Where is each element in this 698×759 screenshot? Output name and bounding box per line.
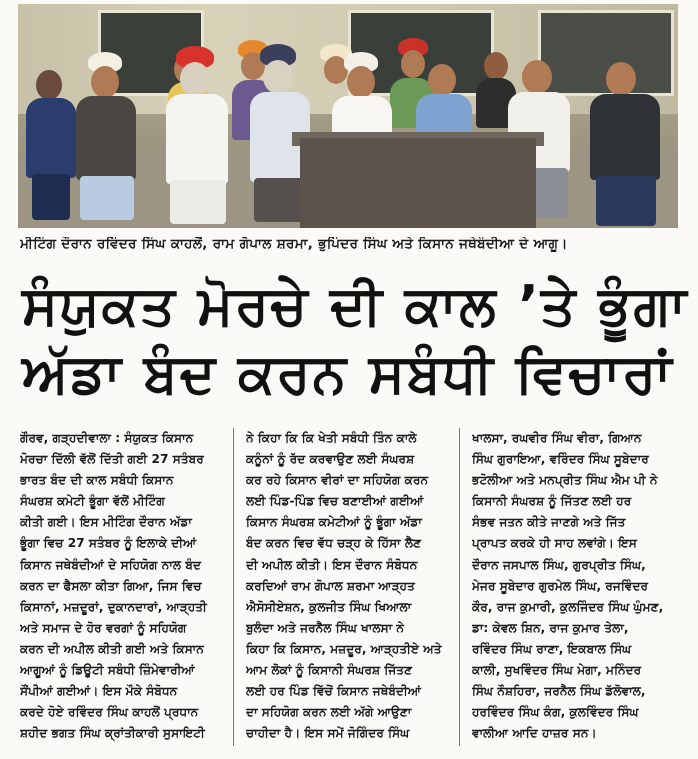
- headline-line-1: ਸੰਯੁਕਤ ਮੋਰਚੇ ਦੀ ਕਾਲ ’ਤੇ ਭੂੰਗਾ: [22, 274, 689, 337]
- article-line: ਭੂੰਗਾ ਵਿਚ 27 ਸਤੰਬਰ ਨੂੰ ਇਲਾਕੇ ਦੀਆਂ: [20, 536, 197, 551]
- column-divider: [233, 428, 234, 746]
- article-column-3: [472, 428, 672, 756]
- article-line: ਲਈ ਪਿੰਡ-ਪਿੰਡ ਵਿਚ ਬਣਾਈਆਂ ਗਈਆਂ: [246, 494, 424, 509]
- article-line: ਕਾਲੀ, ਸੁਖਵਿੰਦਰ ਸਿੰਘ ਮੇਗਾ, ਮਨਿੰਦਰ: [472, 663, 642, 678]
- article-column-1: [20, 428, 220, 756]
- article-line: ਕਿਸਾਨੀ ਸੰਘਰਸ਼ ਨੂੰ ਜਿੱਤਣ ਲਈ ਹਰ: [472, 494, 632, 509]
- article-line: ਆਗੂਆਂ ਨੂੰ ਡਿਊਟੀ ਸਬੰਧੀ ਜ਼ਿੰਮੇਵਾਰੀਆਂ: [20, 663, 195, 678]
- article-line: ਖਾਲਸਾ, ਰਘਵੀਰ ਸਿੰਘ ਵੀਰਾ, ਗਿਆਨ: [472, 431, 642, 445]
- article-line: ਰਵਿੰਦਰ ਸਿੰਘ ਰਾਣਾ, ਇਕਬਾਲ ਸਿੰਘ: [472, 641, 632, 656]
- article-line: ਸਿੰਘ ਨੌਸ਼ਹਿਰਾ, ਜਰਨੈਲ ਸਿੰਘ ਡੱਲੋਵਾਲ,: [472, 684, 646, 699]
- article-line: ਕੌਰ, ਰਾਜ ਕੁਮਾਰੀ, ਕੁਲਜਿੰਦਰ ਸਿੰਘ ਘੁੰਮਣ,: [472, 599, 664, 614]
- article-line: ਪ੍ਰਾਪਤ ਕਰਕੇ ਹੀ ਸਾਹ ਲਵਾਂਗੇ। ਇਸ: [472, 536, 637, 551]
- article-line: ਸੰਭਵ ਜਤਨ ਕੀਤੇ ਜਾਣਗੇ ਅਤੇ ਜਿੱਤ: [472, 515, 626, 530]
- article-line: ਕਿਹਾ ਕਿ ਕਿਸਾਨ, ਮਜ਼ਦੂਰ, ਆੜ੍ਹਤੀਏ ਅਤੇ: [246, 641, 442, 656]
- article-line: ਡਾ: ਕੇਵਲ ਸ਼ਿਨ, ਰਾਜ ਕੁਮਾਰ ਤੇਲਾ,: [472, 620, 629, 635]
- article-line: ਸੌਂਪੀਆਂ ਗਈਆਂ। ਇਸ ਮੌਕੇ ਸੰਬੋਧਨ: [20, 684, 178, 699]
- article-line: ਭਾਰਤ ਬੰਦ ਦੀ ਕਾਲ ਸਬੰਧੀ ਕਿਸਾਨ: [20, 473, 174, 488]
- article-line: ਲਈ ਹਰ ਪਿੰਡ ਵਿੱਚੋਂ ਕਿਸਾਨ ਜਥੇਬੰਦੀਆਂ: [246, 684, 422, 699]
- article-line: ਗੌਰਵ, ਗੜ੍ਹਦੀਵਾਲਾ : ਸੰਯੁਕਤ ਕਿਸਾਨ: [20, 431, 194, 445]
- article-line: ਹਰਵਿੰਦਰ ਸਿੰਘ ਕੰਗ, ਕੁਲਵਿੰਦਰ ਸਿੰਘ: [472, 705, 639, 720]
- article-line: ਕਰਦੇ ਹੋਏ ਰਵਿੰਦਰ ਸਿੰਘ ਕਾਹਲੋਂ ਪ੍ਰਧਾਨ: [20, 705, 199, 720]
- article-line: ਕੀਤੀ ਗਈ। ਇਸ ਮੀਟਿੰਗ ਦੌਰਾਨ ਅੱਡਾ: [20, 515, 192, 530]
- article-line: ਕਨੂੰਨਾਂ ਨੂੰ ਰੱਦ ਕਰਵਾਉਣ ਲਈ ਸੰਘਰਸ਼: [246, 452, 415, 467]
- photo-table-base: [300, 138, 536, 228]
- article-line: ਚਾਹੀਦਾ ਹੈ। ਇਸ ਸਮੇਂ ਜੋਗਿੰਦਰ ਸਿੰਘ: [246, 726, 410, 741]
- article-line: ਕਿਸਾਨ ਸੰਘਰਸ਼ ਕਮੇਟੀਆਂ ਨੂੰ ਭੂੰਗਾ ਅੱਡਾ: [246, 515, 422, 530]
- article-line: ਸੰਘਰਸ਼ ਕਮੇਟੀ ਭੂੰਗਾ ਵੱਲੋਂ ਮੀਟਿੰਗ: [20, 494, 165, 509]
- article-line: ਐਸੋਸੀਏਸ਼ਨ, ਕੁਲਜੀਤ ਸਿੰਘ ਖਿਆਲਾ: [246, 599, 412, 614]
- article-body: [20, 428, 682, 758]
- article-line: ਮੇਜਰ ਸੂਬੇਦਾਰ ਗੁਰਮੇਲ ਸਿੰਘ, ਰਜਵਿੰਦਰ: [472, 578, 649, 593]
- headline-line-2: ਅੱਡਾ ਬੰਦ ਕਰਨ ਸਬੰਧੀ ਵਿਚਾਰਾਂ: [22, 342, 674, 405]
- article-line: ਭਟੋਲੀਆ ਅਤੇ ਮਨਪ੍ਰੀਤ ਸਿੰਘ ਐਮ ਪੀ ਨੇ: [472, 473, 658, 488]
- column-divider: [459, 428, 460, 746]
- news-photo: [18, 4, 678, 228]
- article-line: ਸਿੰਘ ਗੁਰਾਇਆ, ਵਰਿੰਦਰ ਸਿੰਘ ਸੂਬੇਦਾਰ: [472, 452, 649, 467]
- article-line: ਬੁਲੰਦਾ ਅਤੇ ਜਰਨੈਲ ਸਿੰਘ ਖਾਲਸਾ ਨੇ: [246, 620, 405, 635]
- article-line: ਕਿਸਾਨ ਜਥੇਬੰਦੀਆਂ ਦੇ ਸਹਿਯੋਗ ਨਾਲ ਬੰਦ: [20, 557, 202, 572]
- article-line: ਕਿਸਾਨਾਂ, ਮਜ਼ਦੂਰਾਂ, ਦੁਕਾਨਦਾਰਾਂ, ਆੜ੍ਹਤੀ: [20, 599, 207, 614]
- article-column-2: [246, 428, 446, 756]
- article-line: ਕਰਨ ਦੀ ਅਪੀਲ ਕੀਤੀ ਗਈ ਅਤੇ ਕਿਸਾਨ: [20, 641, 204, 656]
- article-line: ਆਮ ਲੋਕਾਂ ਨੂੰ ਕਿਸਾਨੀ ਸੰਘਰਸ਼ ਜਿੱਤਣ: [246, 663, 413, 678]
- article-line: ਦਾ ਸਹਿਯੋਗ ਕਰਨ ਲਈ ਅੱਗੇ ਆਉਣਾ: [246, 705, 412, 720]
- article-line: ਵਾਲੀਆ ਆਦਿ ਹਾਜ਼ਰ ਸਨ।: [472, 726, 597, 741]
- article-line: ਸ਼ਹੀਦ ਭਗਤ ਸਿੰਘ ਕ੍ਰਾਂਤੀਕਾਰੀ ਸੁਸਾਇਟੀ: [20, 726, 205, 741]
- article-line: ਕਰ ਰਹੇ ਕਿਸਾਨ ਵੀਰਾਂ ਦਾ ਸਹਿਯੋਗ ਕਰਨ: [246, 473, 429, 488]
- photo-caption: ਮੀਟਿੰਗ ਦੌਰਾਨ ਰਵਿੰਦਰ ਸਿੰਘ ਕਾਹਲੋਂ, ਰਾਮ ਗੋਪਾਲ ਸ਼ਰਮਾ, ਭੁਪਿੰਦਰ ਸਿੰਘ ਅਤੇ ਕਿਸਾਨ ਜਥੇਬੰਦੀਆ ਦੇ ਆਗੂ।: [20, 237, 568, 252]
- article-line: ਨੇ ਕਿਹਾ ਕਿ ਕਿ ਖੇਤੀ ਸਬੰਧੀ ਤਿੰਨ ਕਾਲੇ: [246, 431, 417, 445]
- article-line: ਮੋਰਚਾ ਦਿੱਲੀ ਵੱਲੋਂ ਦਿੱਤੀ ਗਈ 27 ਸਤੰਬਰ: [20, 452, 204, 467]
- article-line: ਦੌਰਾਨ ਜਸਪਾਲ ਸਿੰਘ, ਗੁਰਪ੍ਰੀਤ ਸਿੰਘ,: [472, 557, 646, 572]
- article-line: ਕਰਦਿਆਂ ਰਾਮ ਗੋਪਾਲ ਸ਼ਰਮਾ ਆੜ੍ਹਤ: [246, 578, 415, 593]
- article-line: ਕਰਨ ਦਾ ਫੈਸਲਾ ਕੀਤਾ ਗਿਆ, ਜਿਸ ਵਿਚ: [20, 578, 202, 593]
- article-line: ਬੰਦ ਕਰਨ ਵਿਚ ਵੱਧ ਚੜ੍ਹ ਕੇ ਹਿੱਸਾ ਲੈਣ: [246, 536, 422, 551]
- article-line: ਦੀ ਅਪੀਲ ਕੀਤੀ। ਇਸ ਦੌਰਾਨ ਸੰਬੋਧਨ: [246, 557, 418, 572]
- article-line: ਅਤੇ ਸਮਾਜ ਦੇ ਹੋਰ ਵਰਗਾਂ ਨੂੰ ਸਹਿਯੋਗ: [20, 620, 187, 635]
